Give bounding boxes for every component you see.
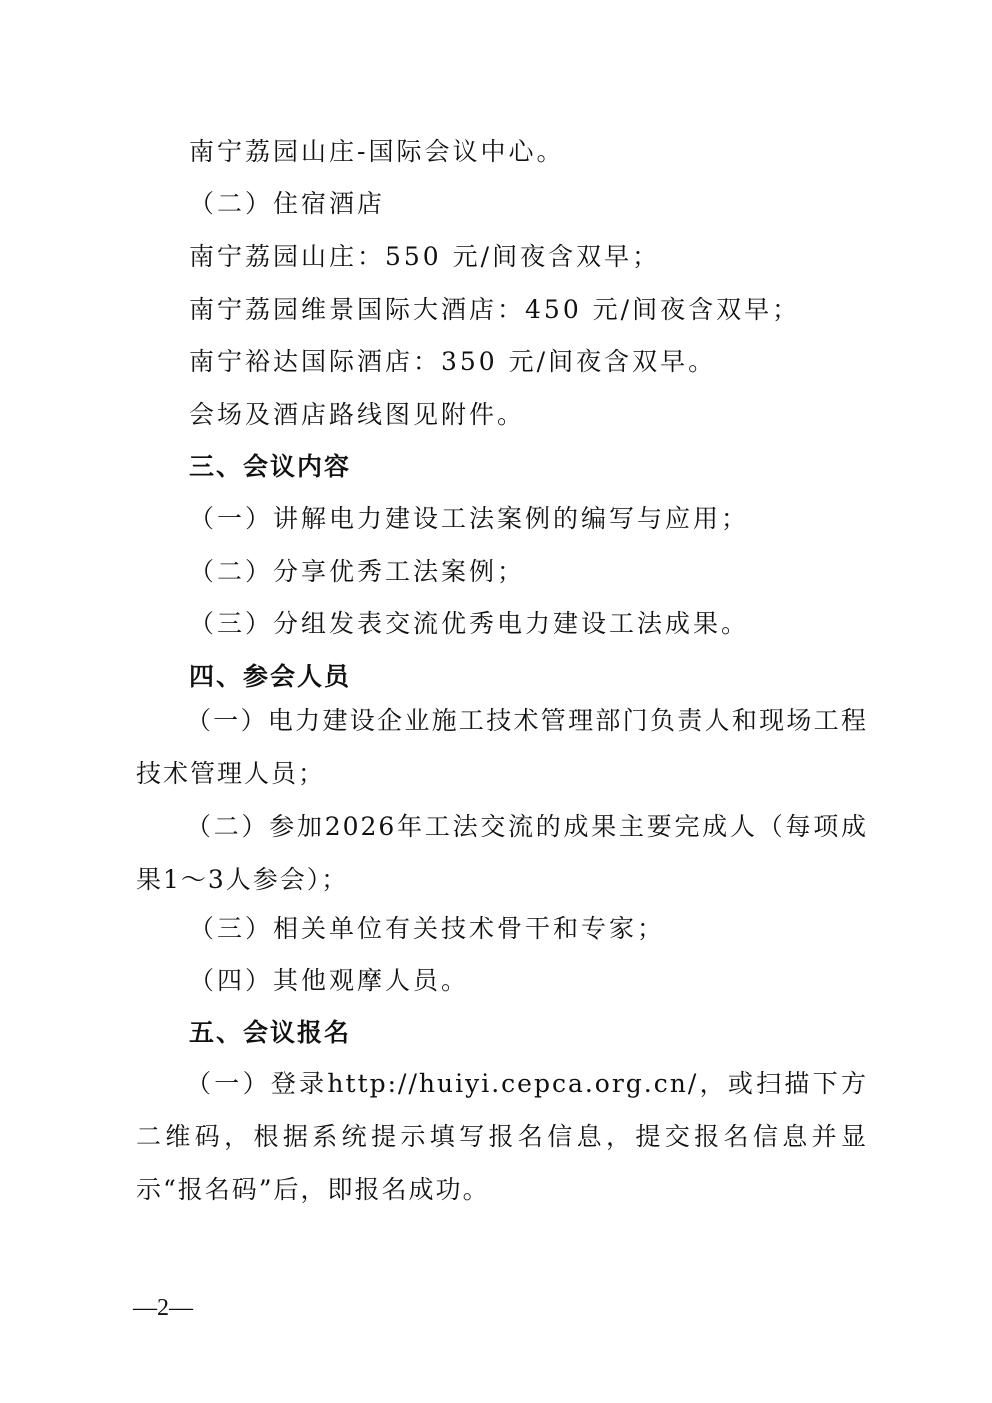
hotel-item-1: 南宁荔园山庄：550 元/间夜含双早； [189,242,661,271]
route-note: 会场及酒店路线图见附件。 [189,400,526,429]
section-5-item-1: （一）登录http://huiyi.cepca.org.cn/，或扫描下方二维码，根据系统提示填写报名信息，提交报名信息并显示“报名码”后，即报名成功。 [136,1069,868,1204]
section-3-item-2: （二）分享优秀工法案例； [189,557,526,586]
section-4-item-4: （四）其他观摩人员。 [189,966,470,995]
section-4-title: 四、参会人员 [189,662,352,691]
section-4-item-1: （一）电力建设企业施工技术管理部门负责人和现场工程技术管理人员； [136,706,868,788]
section-3-item-1: （一）讲解电力建设工法案例的编写与应用； [189,504,750,533]
section-4-item-3: （三）相关单位有关技术骨干和专家； [189,914,666,943]
section-4-item-2: （二）参加2026年工法交流的成果主要完成人（每项成果1～3人参会）； [136,812,868,894]
section-3-title: 三、会议内容 [189,452,352,481]
page-number: —2— [133,1295,193,1321]
hotel-subheading: （二）住宿酒店 [189,189,386,218]
hotel-item-3: 南宁裕达国际酒店：350 元/间夜含双早。 [189,347,717,376]
section-5-title: 五、会议报名 [189,1018,352,1047]
venue-line: 南宁荔园山庄-国际会议中心。 [189,137,565,166]
hotel-item-2: 南宁荔园维景国际大酒店：450 元/间夜含双早； [189,295,801,324]
section-3-item-3: （三）分组发表交流优秀电力建设工法成果。 [189,609,750,638]
